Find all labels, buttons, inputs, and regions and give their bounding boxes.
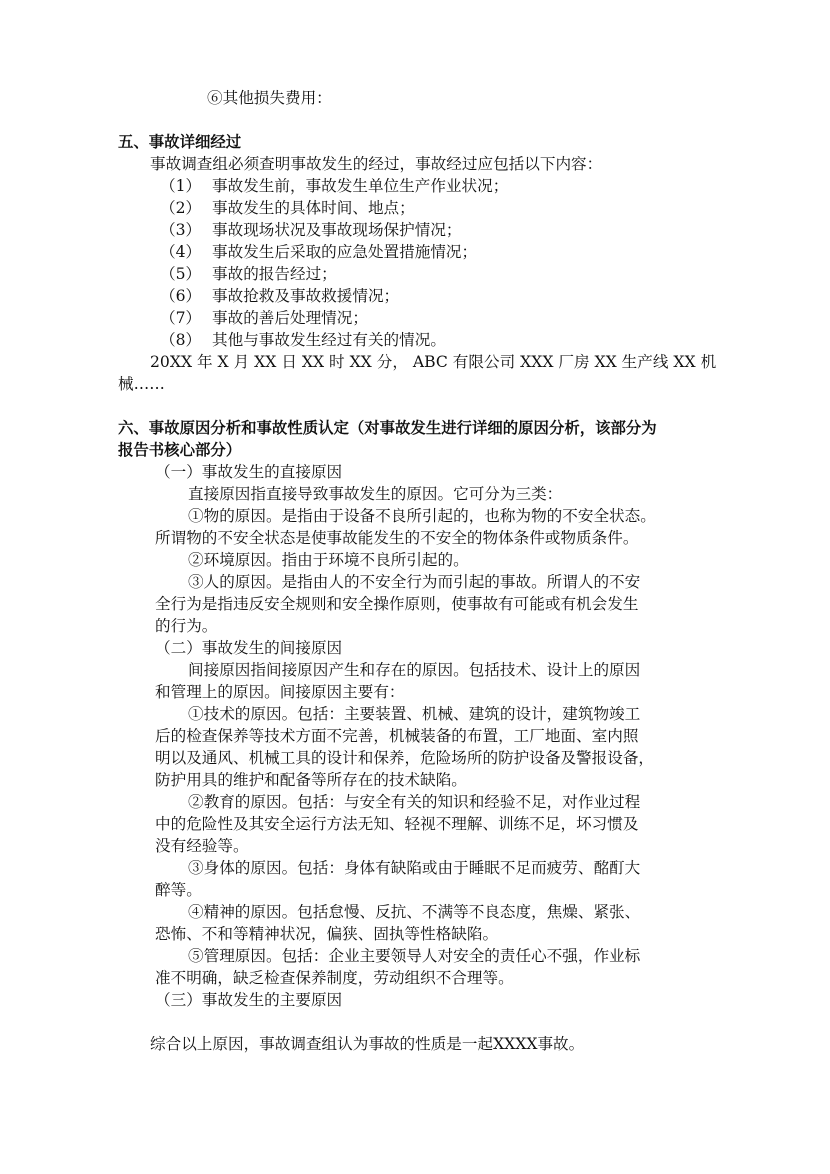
cause-paragraph-line: ②教育的原因。包括：与安全有关的知识和经验不足，对作业过程 [188,793,641,811]
cause-paragraph-line: 防护用具的维护和配备等所存在的技术缺陷。 [155,771,467,789]
direct-cause-intro: 直接原因指直接导致事故发生的原因。它可分为三类： [188,485,563,503]
section-5-intro: 事故调查组必须查明事故发生的经过，事故经过应包括以下内容： [150,155,603,173]
list-item-number: （6） [160,287,202,305]
narrative-line: 20XX 年 X 月 XX 日 XX 时 XX 分， ABC 有限公司 XXX 厂房 XX 生产线 XX 机 [150,353,717,371]
section-6-heading: 报告书核心部分） [118,441,242,459]
list-item-text: 事故的报告经过； [212,265,337,283]
cause-paragraph-line: 恐怖、不和等精神状况，偏狭、固执等性格缺陷。 [155,925,499,943]
cause-paragraph-line: ①物的原因。是指由于设备不良所引起的，也称为物的不安全状态。 [188,507,656,525]
list-item [0,175,830,197]
list-item-number: （4） [160,243,202,261]
indirect-causes [0,703,830,989]
section-5-heading: 五、事故详细经过 [118,133,242,151]
list-item-text: 事故的善后处理情况； [212,309,368,327]
list-item [0,329,830,351]
cause-paragraph-line: 后的检查保养等技术方面不完善，机械装备的布置，工厂地面、室内照 [155,727,639,745]
list-item [0,219,830,241]
document-page [0,87,830,1055]
list-item [0,307,830,329]
list-item-text: 事故发生的具体时间、地点； [212,199,415,217]
cause-paragraph-line: 明以及通风、机械工具的设计和保养，危险场所的防护设备及警报设备， [155,749,655,767]
list-item [0,241,830,263]
cause-paragraph-line: ①技术的原因。包括：主要装置、机械、建筑的设计，建筑物竣工 [188,705,641,723]
cause-paragraph-line: ③人的原因。是指由人的不安全行为而引起的事故。所谓人的不安 [188,573,641,591]
list-item-text: 其他与事故发生经过有关的情况。 [212,331,446,349]
conclusion: 综合以上原因，事故调查组认为事故的性质是一起XXXX事故。 [150,1035,585,1053]
list-item-number: （5） [160,265,202,283]
cause-paragraph-line: ④精神的原因。包括怠慢、反抗、不满等不良态度，焦燥、紧张、 [188,903,641,921]
list-item-number: （3） [160,221,202,239]
list-item-text: 事故发生后采取的应急处置措施情况； [212,243,478,261]
section-6-heading: 六、事故原因分析和事故性质认定（对事故发生进行详细的原因分析，该部分为 [118,419,657,437]
cause-paragraph-line: 中的危险性及其安全运行方法无知、轻视不理解、训练不足，坏习惯及 [155,815,639,833]
list-item [0,285,830,307]
indirect-cause-intro: 间接原因指间接原因产生和存在的原因。包括技术、设计上的原因 [188,661,641,679]
list-item-number: （1） [160,177,202,195]
narrative-line: 械…… [118,375,165,393]
cause-paragraph-line: ②环境原因。指由于环境不良所引起的。 [188,551,469,569]
indirect-cause-title: （二）事故发生的间接原因 [155,639,343,657]
cause-paragraph-line: 醉等。 [155,881,202,899]
main-cause-title: （三）事故发生的主要原因 [155,991,343,1009]
cause-paragraph-line: ③身体的原因。包括：身体有缺陷或由于睡眠不足而疲劳、酩酊大 [188,859,641,877]
list-item-number: （7） [160,309,202,327]
list-item-text: 事故现场状况及事故现场保护情况； [212,221,462,239]
list-item-number: （8） [160,331,202,349]
list-item-text: 事故发生前，事故发生单位生产作业状况； [212,177,509,195]
cause-paragraph-line: 的行为。 [155,617,218,635]
direct-cause-title: （一）事故发生的直接原因 [155,463,343,481]
list-item [0,263,830,285]
cause-paragraph-line: 准不明确，缺乏检查保养制度，劳动组织不合理等。 [155,969,514,987]
cause-paragraph-line: 全行为是指违反安全规则和安全操作原则，使事故有可能或有机会发生 [155,595,639,613]
cause-paragraph-line: 没有经验等。 [155,837,249,855]
indirect-cause-intro: 和管理上的原因。间接原因主要有： [155,683,405,701]
list-item-text: 事故抢救及事故救援情况； [212,287,400,305]
loss-item-6: ⑥其他损失费用： [207,89,332,107]
cause-paragraph-line: ⑤管理原因。包括：企业主要领导人对安全的责任心不强，作业标 [188,947,641,965]
direct-causes [0,505,830,637]
list-item-number: （2） [160,199,202,217]
cause-paragraph-line: 所谓物的不安全状态是使事故能发生的不安全的物体条件或物质条件。 [155,529,639,547]
list-item [0,197,830,219]
section-5-list [0,175,830,351]
